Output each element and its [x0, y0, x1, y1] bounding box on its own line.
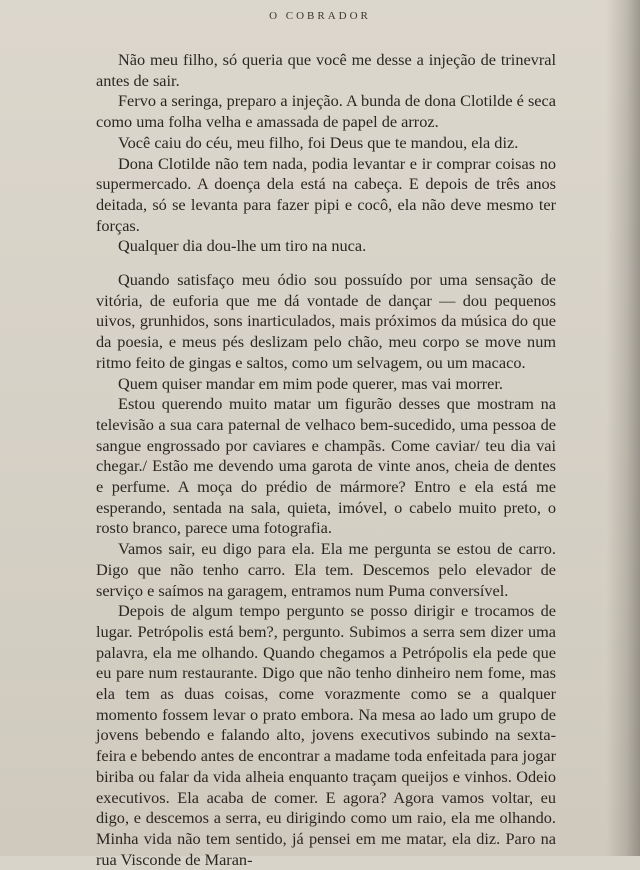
page-edge-shadow [606, 0, 640, 856]
paragraph: Qualquer dia dou-lhe um tiro na nuca. [118, 236, 367, 256]
paragraph: Quem quiser mandar em mim pode querer, mas vai morrer. [118, 373, 504, 393]
paragraph: Dona Clotilde não tem nada, podia levantar e ir comprar coisas no supermercado. A doença dela está na cabeça. E depois de três anos deitada, só se levanta para fazer pipi e cocô, ela não deve mesmo ter forças. [96, 153, 556, 235]
paragraph: Quando satisfaço meu ódio sou possuído por uma sensação de vitória, de euforia que me dá vontade de dançar — dou pequenos uivos, grunhidos, sons inarticulados, mais próximos da música do que da poesia, e meus pés deslizam pelo chão, meu corpo se move num ritmo feito de gingas e saltos, como um selvagem, ou um macaco. [96, 270, 556, 372]
paragraph: Não meu filho, só queria que você me desse a injeção de trinevral antes de sair. [96, 50, 556, 90]
paragraph: Fervo a seringa, preparo a injeção. A bunda de dona Clotilde é seca como uma folha velha e amassada de papel de arroz. [96, 91, 556, 132]
section-1 [96, 50, 556, 257]
paragraph: Vamos sair, eu digo para ela. Ela me pergunta se estou de carro. Digo que não tenho carro. Ela tem. Descemos pelo elevador de serviço e saímos na garagem, entramos num Puma conversível. [96, 539, 556, 600]
running-head: O COBRADOR [269, 10, 371, 22]
section-2 [96, 270, 556, 870]
paragraph: Depois de algum tempo pergunto se posso dirigir e trocamos de lugar. Petrópolis está bem?, pergunto. Subimos a serra sem dizer uma palavra, ela me olhando. Quando chegamos a Petrópolis ela pede que eu pare num restaurante. Digo que não tenho dinheiro nem fome, mas ela tem as duas coisas, come vorazmente como se a qualquer momento fossem levar o prato embora. Na mesa ao lado um grupo de jovens bebendo e falando alto, jovens executivos subindo na sexta-feira e bebendo antes de encontrar a madame toda enfeitada para jogar biriba ou falar da vida alheia enquanto traçam queijos e vinhos. Odeio executivos. Ela acaba de comer. E agora? Agora vamos voltar, eu digo, e descemos a serra, eu dirigindo como um raio, ela me olhando. Minha vida não tem sentido, já pensei em me matar, ela diz. Paro na rua Visconde de Maran- [96, 601, 556, 869]
paragraph: Estou querendo muito matar um figurão desses que mostram na televisão a sua cara paternal de velhaco bem-sucedido, uma pessoa de sangue engrossado por caviares e champãs. Come caviar/ teu dia vai chegar./ Estão me devendo uma garota de vinte anos, cheia de dentes e perfume. A moça do prédio de mármore? Entro e ela está me esperando, sentada na sala, quieta, imóvel, o cabelo muito preto, o rosto branco, parece uma fotografia. [96, 394, 556, 538]
paragraph: Você caiu do céu, meu filho, foi Deus que te mandou, ela diz. [118, 132, 519, 152]
